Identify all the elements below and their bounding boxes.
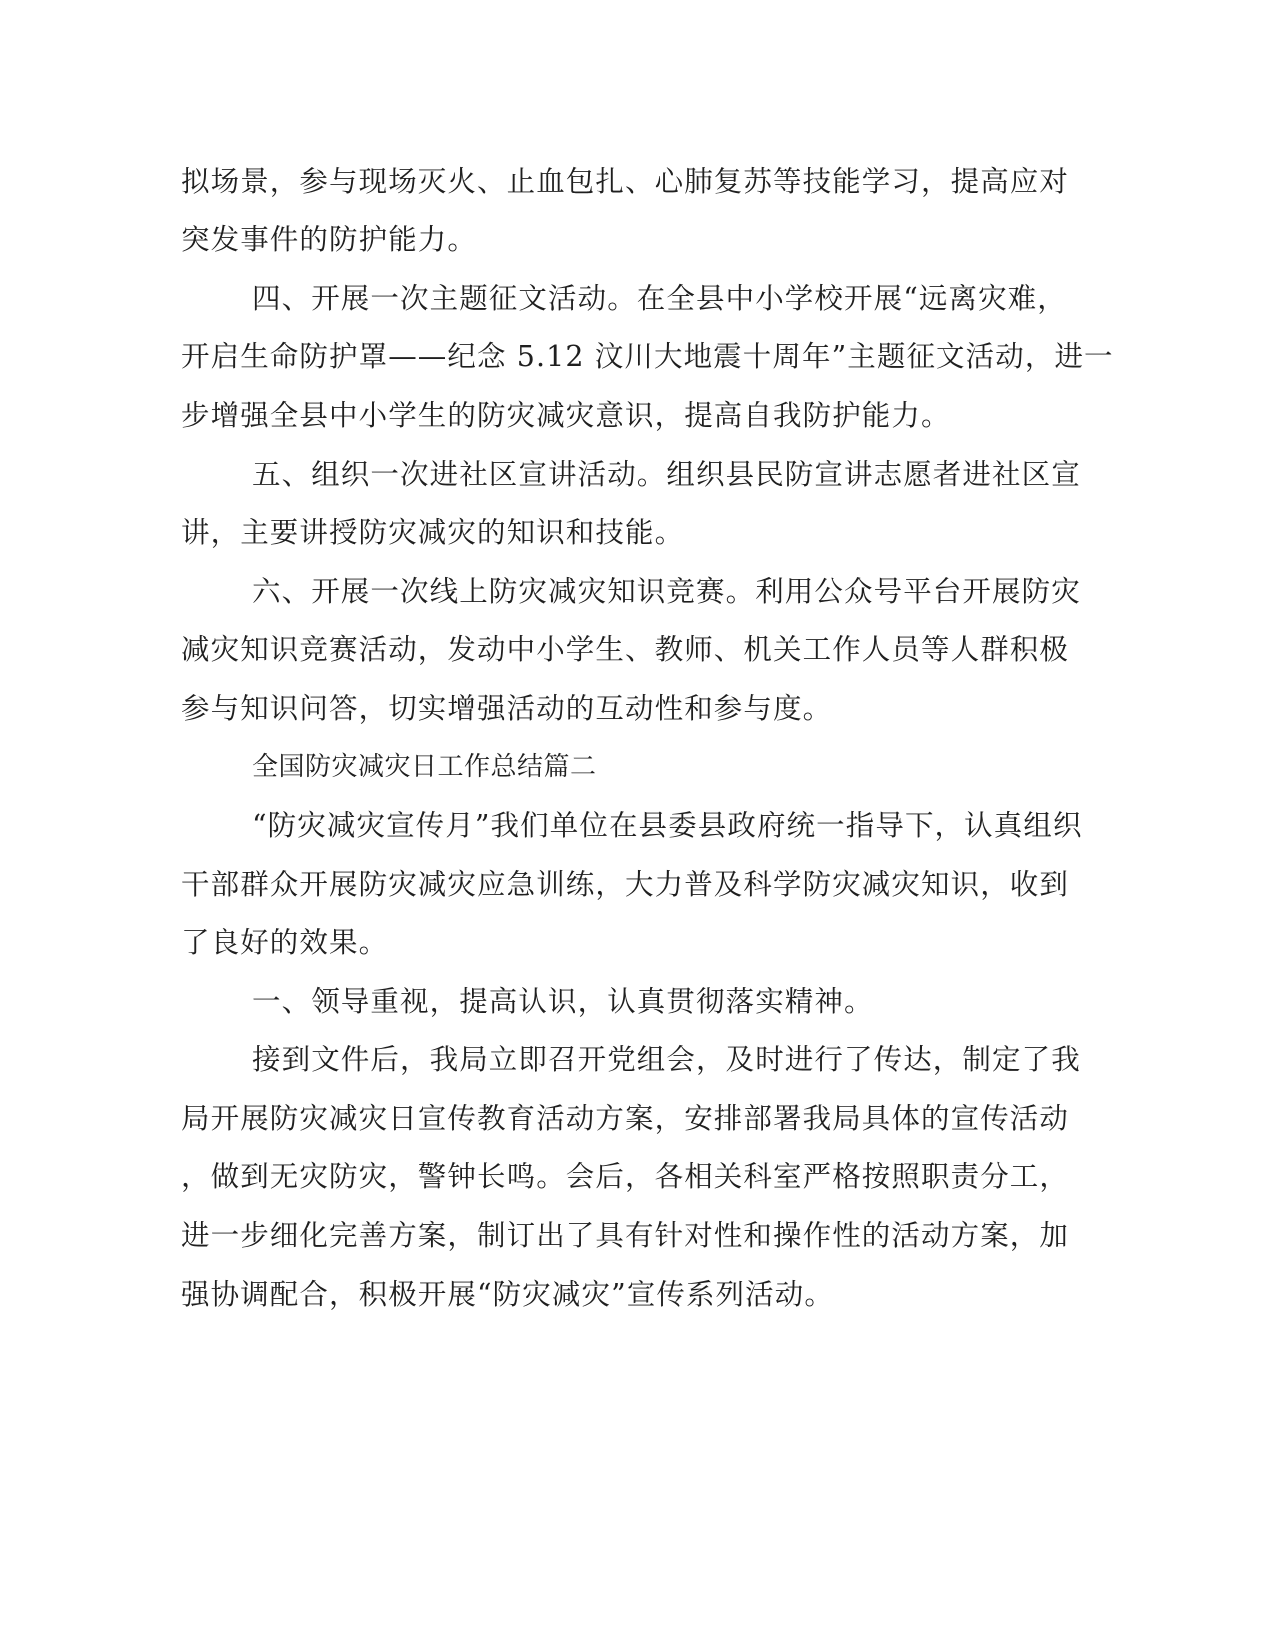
- text-line: 六、开展一次线上防灾减灾知识竞赛。利用公众号平台开展防灾: [252, 575, 1081, 608]
- text-line: 强协调配合，积极开展“防灾减灾”宣传系列活动。: [181, 1278, 834, 1311]
- text-line: 接到文件后，我局立即召开党组会，及时进行了传达，制定了我: [252, 1043, 1081, 1076]
- text-line: 讲，主要讲授防灾减灾的知识和技能。: [181, 516, 685, 549]
- text-line: 进一步细化完善方案，制订出了具有针对性和操作性的活动方案，加: [181, 1219, 1070, 1252]
- text-line: 五、组织一次进社区宣讲活动。组织县民防宣讲志愿者进社区宣: [252, 458, 1081, 491]
- text-line: 步增强全县中小学生的防灾减灾意识，提高自我防护能力。: [181, 399, 951, 432]
- text-line: 局开展防灾减灾日宣传教育活动方案，安排部署我局具体的宣传活动: [181, 1102, 1070, 1135]
- section-heading: 全国防灾减灾日工作总结篇二: [252, 752, 597, 782]
- text-line: 开启生命防护罩——纪念 5.12 汶川大地震十周年”主题征文活动，进一: [181, 340, 1114, 373]
- text-line: 干部群众开展防灾减灾应急训练，大力普及科学防灾减灾知识，收到: [181, 868, 1070, 901]
- text-line: ，做到无灾防灾，警钟长鸣。会后，各相关科室严格按照职责分工，: [181, 1160, 1070, 1193]
- text-line: 参与知识问答，切实增强活动的互动性和参与度。: [181, 692, 833, 725]
- text-line: “防灾减灾宣传月”我们单位在县委县政府统一指导下，认真组织: [252, 809, 1083, 842]
- text-line: 减灾知识竞赛活动，发动中小学生、教师、机关工作人员等人群积极: [181, 633, 1070, 666]
- text-line: 突发事件的防护能力。: [181, 223, 478, 256]
- text-line: 了良好的效果。: [181, 926, 389, 959]
- text-line: 一、领导重视，提高认识，认真贯彻落实精神。: [252, 985, 874, 1018]
- text-line: 拟场景，参与现场灭火、止血包扎、心肺复苏等技能学习，提高应对: [181, 165, 1070, 198]
- text-line: 四、开展一次主题征文活动。在全县中小学校开展“远离灾难，: [252, 282, 1067, 315]
